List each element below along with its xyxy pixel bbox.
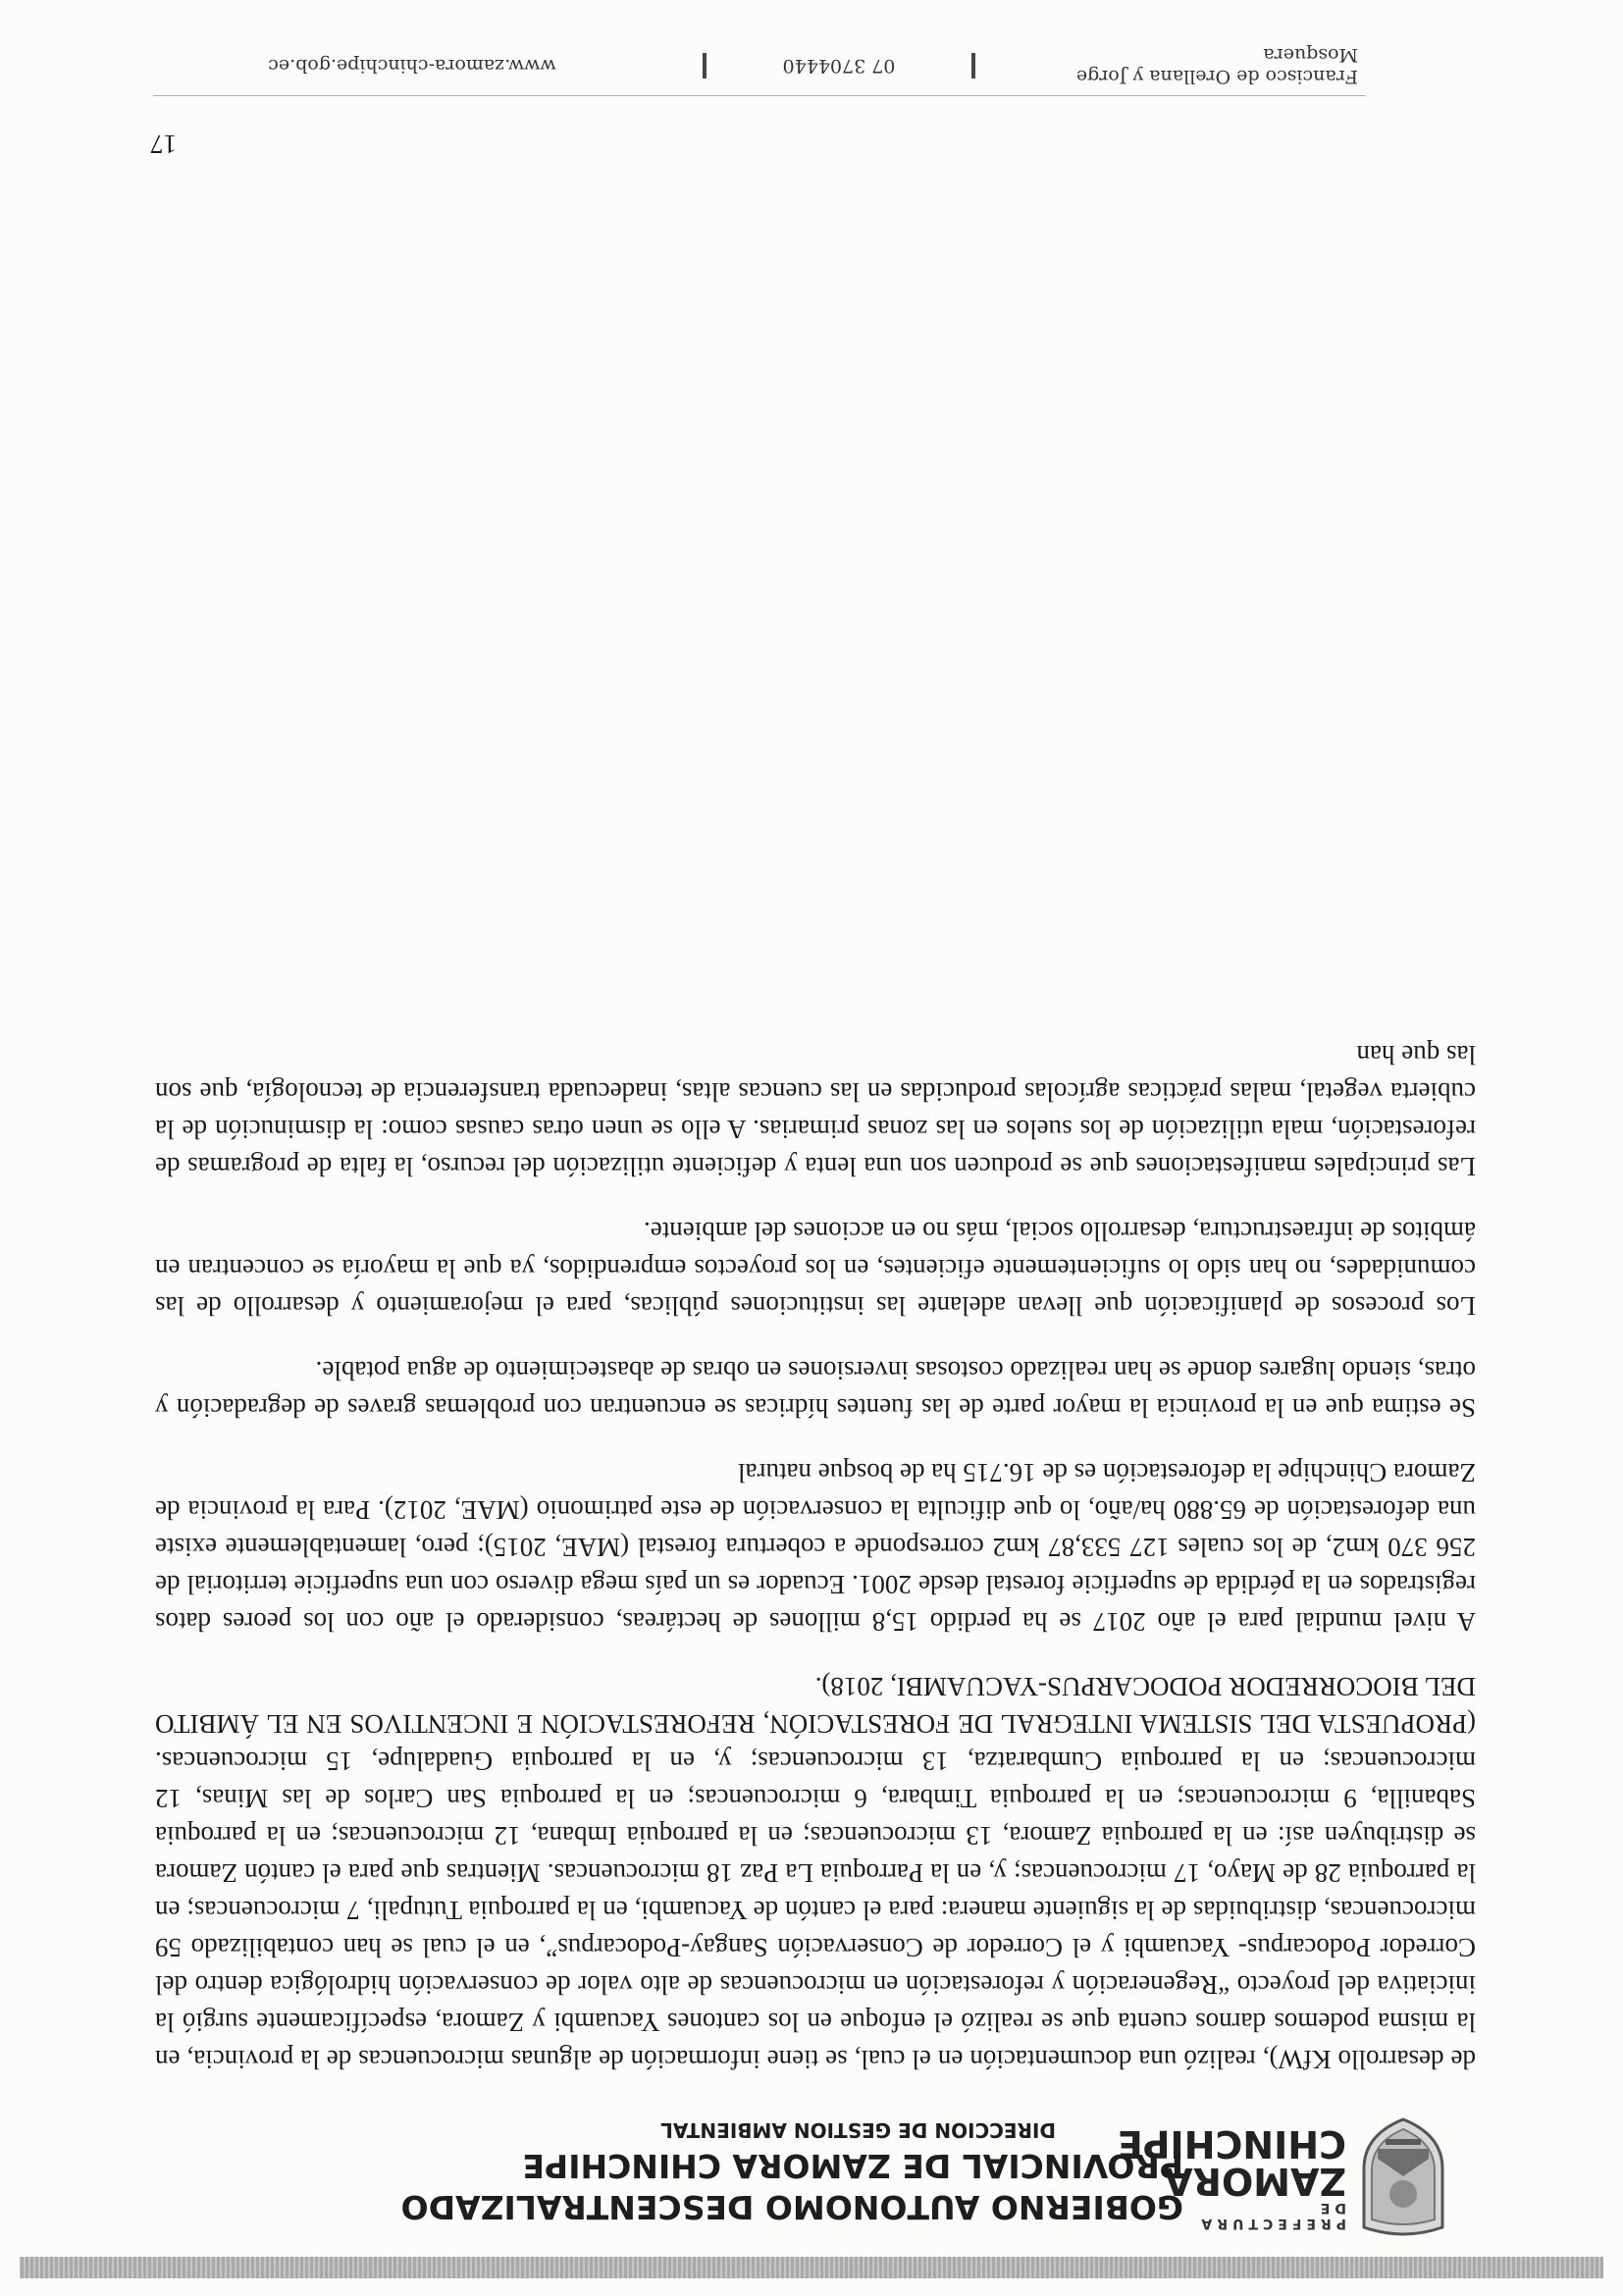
footer-divider	[153, 95, 1366, 96]
paragraph: A nivel mundial para el año 2017 se ha perdido 15,8 millones de hectáreas, considerado el año con los peores datos registrados en la pérdida de superficie forestal desde 2001. Ecuador es un país mega diverso con una superficie territorial de 256 370 km2, de los cuales 127 533,87 km2 corresponde a cobertura forestal (MAE, 2015); pero, lamentablemente existe una deforestación de 65.880 ha/año, lo que dificulta la conservación de este patrimonio (MAE, 2012). Para la provincia de Zamora Chinchipe la deforestación es de 16.715 ha de bosque natural	[155, 1458, 1476, 1637]
paragraph: Se estima que en la provincia la mayor parte de las fuentes hídricas se encuentran con problemas graves de degradación y otras, siendo lugares donde se han realizado costosas inversiones en obras de abastecimiento de agua potable.	[155, 1356, 1476, 1423]
prefectura-logo-text	[1117, 2122, 1346, 2231]
footer-separator	[703, 53, 707, 78]
footer-address: Francisco de Orellana y Jorge Mosquera	[1075, 44, 1358, 87]
footer-phone: 07 3704440	[782, 55, 896, 77]
department-name: DIRECCION DE GESTION AMBIENTAL	[660, 2118, 1056, 2142]
government-title-line-2: PROVINCIAL DE ZAMORA CHINCHIPE	[522, 2147, 1183, 2185]
prefectura-name-line-2: CHINCHIPE	[1117, 2122, 1346, 2166]
paragraph: de desarrollo KfW), realizó una documentación en el cual, se tiene información de algunas microcuencas de la provincia, en la misma podemos darnos cuenta que se realizó el enfoque en los cantones Yacuambi y Zamora, específicamente surgió la iniciativa del proyecto “Regeneración y reforestación en microcuencas de alto valor de conservación hidrológica dentro del Corredor Podocarpus- Yacuambi y el Corredor de Conservación Sangay-Podocarpus”, en el cual se han contabilizado 59 microcuencas, distribuidas de la siguiente manera: para el cantón de Yacuambi, en la parroquia Tutupali, 7 microcuencas; en la parroquia 28 de Mayo, 17 microcuencas; y, en la Parroquia La Paz 18 microcuencas. Mientras que para el cantón Zamora se distribuyen así: en la parroquia Zamora, 13 microcuencas; en la parroquia Imbana, 12 microcuencas; en la parroquia Sabanilla, 9 microcuencas; en la parroquia Timbara, 6 microcuencas; en la parroquia San Carlos de las Minas, 12 microcuencas; en la parroquia Cumbaratza, 13 microcuencas; y, en la parroquia Guadalupe, 15 microcuencas. (PROPUESTA DEL SISTEMA INTEGRAL DE FORESTACIÓN, REFORESTACIÓN E INCENTIVOS EN EL ÁMBITO DEL BIOCORREDOR PODOCARPUS-YACUAMBI, 2018).	[155, 1672, 1476, 2074]
page-number: 17	[150, 130, 177, 159]
footer-separator	[971, 53, 975, 78]
document-body	[155, 1009, 1476, 2078]
header-band	[20, 2257, 1603, 2278]
paragraph: Las principales manifestaciones que se producen son una lenta y deficiente utilización del recurso, la falta de programas de reforestación, mala utilización de los suelos en las zonas primarias. A ello se unen otras causas como: la disminución de la cubierta vegetal, malas prácticas agrícolas producidas en las cuencas altas, inadecuada transferencia de tecnología, que son las que han	[155, 1040, 1476, 1181]
coat-of-arms-icon	[1356, 2115, 1450, 2237]
paragraph: Los procesos de planificación que llevan adelante las instituciones públicas, para el mejoramiento y desarrollo de las comunidades, no han sido lo suficientemente eficientes, en los proyectos emprendidos, ya que la mayoría se concentran en ámbitos de infraestructura, desarrollo social, más no en acciones del ambiente.	[155, 1217, 1476, 1321]
government-title-line-1: GOBIERNO AUTONOMO DESCENTRALIZADO	[400, 2188, 1183, 2226]
prefectura-label: PREFECTURA DE	[1196, 2200, 1346, 2231]
letterhead-title	[400, 2115, 1183, 2227]
prefectura-name-line-1: ZAMORA	[1164, 2160, 1346, 2203]
footer-website: www.zamora-chinchipe.gob.ec	[268, 55, 556, 77]
footer	[151, 44, 1358, 87]
